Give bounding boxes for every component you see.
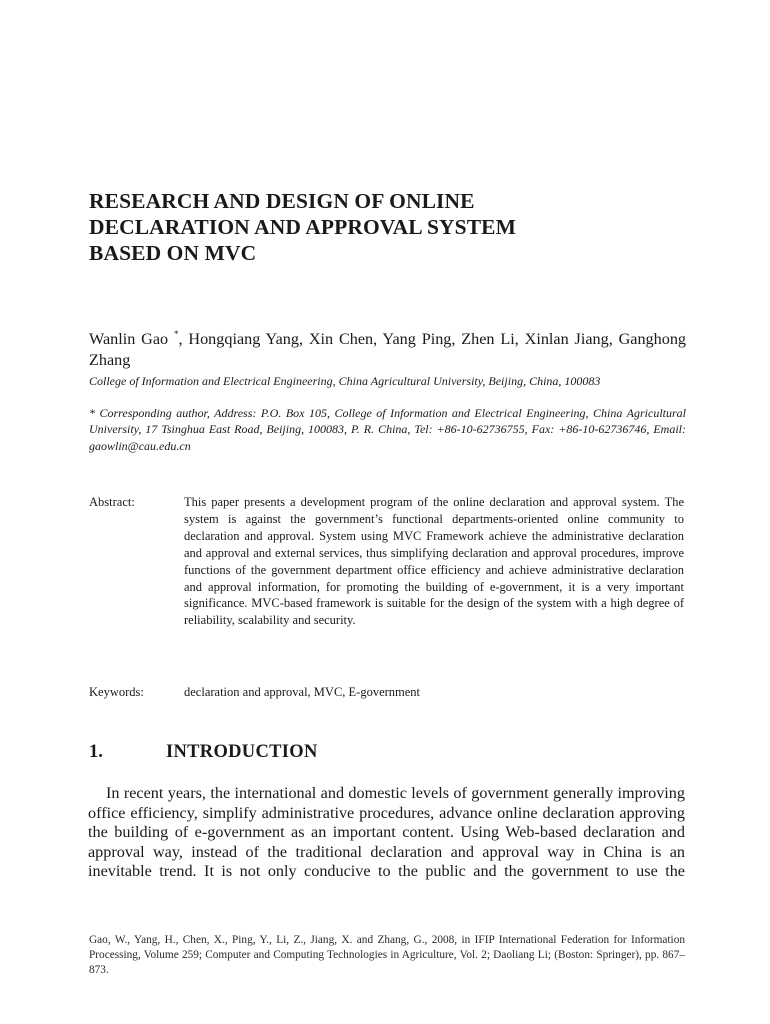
title-line-1: RESEARCH AND DESIGN OF ONLINE: [89, 189, 475, 213]
citation-footer: Gao, W., Yang, H., Chen, X., Ping, Y., Li, Z., Jiang, X. and Zhang, G., 2008, in IFIP International Federation for Information Processing, Volume 259; Computer and Computing Technologies in Agriculture, Vol. 2; Daoliang Li; (Boston: Springer), pp. 867–873.: [89, 934, 685, 977]
title-line-3: BASED ON MVC: [89, 241, 257, 265]
affiliation: College of Information and Electrical Engineering, China Agricultural University, Beijing, China, 100083: [89, 374, 601, 388]
corresponding-author-mark: *: [174, 329, 179, 339]
author-list: [89, 329, 686, 371]
section-number: 1.: [89, 742, 103, 762]
paper-title: [89, 188, 689, 266]
keywords-text: declaration and approval, MVC, E-government: [184, 685, 421, 699]
corresponding-author-note: * Corresponding author, Address: P.O. Box 105, College of Information and Electrical Engineering, China Agricultural University, 17 Tsinghua East Road, Beijing, 100083, P. R. China, Tel: +86-10-62736755, Fax: +86-10-62736746, Email: gaowlin@cau.edu.cn: [89, 406, 686, 453]
title-line-2: DECLARATION AND APPROVAL SYSTEM: [89, 215, 517, 239]
abstract-text: This paper presents a development program of the online declaration and approval system. The system is against the government’s functional departments-oriented online community to declaration and approval. System using MVC Framework achieve the administrative declaration and approval and external services, thus simplifying declaration and approval procedures, improve functions of the government department office efficiency and achieve administrative declaration and approval information, for promoting the building of e-government, it is a very important significance. MVC-based framework is suitable for the design of the system with a high degree of reliability, scalability and security.: [184, 495, 684, 628]
abstract-label: Abstract:: [89, 495, 135, 509]
first-author: Wanlin Gao: [89, 330, 169, 348]
keywords-label: Keywords:: [89, 685, 144, 699]
introduction-paragraph: In recent years, the international and domestic levels of government generally improving office efficiency, simplify administrative procedures, advance online declaration approving the building of e-government as an important content. Using Web-based declaration and approval way, instead of the traditional declaration and approval way in China is an inevitable trend. It is not only conducive to the public and the government to use the: [88, 784, 685, 881]
other-authors: , Hongqiang Yang, Xin Chen, Yang Ping, Zhen Li, Xinlan Jiang, Ganghong Zhang: [89, 330, 687, 369]
section-title: INTRODUCTION: [166, 742, 318, 762]
